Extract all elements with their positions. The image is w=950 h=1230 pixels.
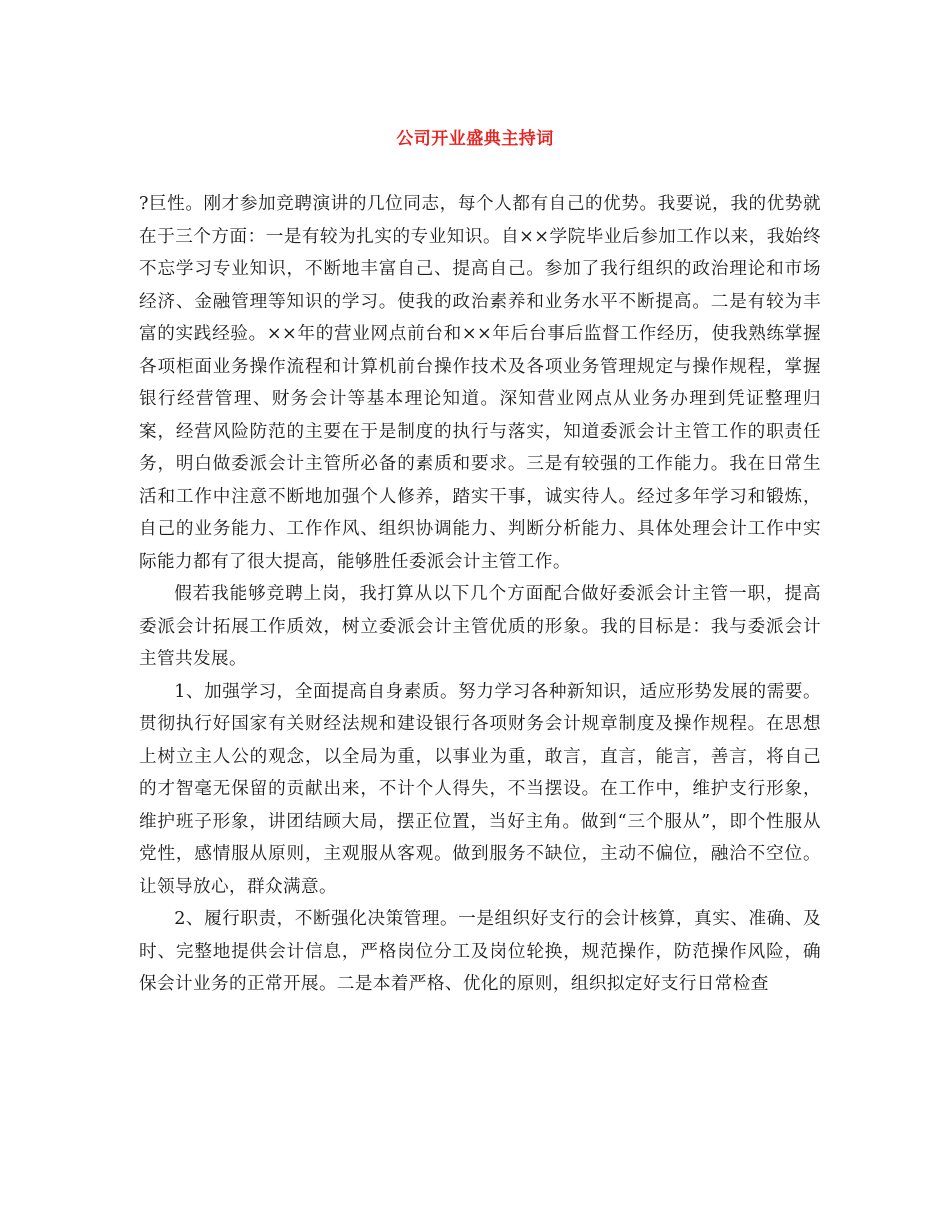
paragraph-1: ?巨性。刚才参加竞聘演讲的几位同志，每个人都有自己的优势。我要说，我的优势就在于三个方面：一是有较为扎实的专业知识。自××学院毕业后参加工作以来，我始终不忘学习专业知识，不断地丰富自己、提高自己。参加了我行组织的政治理论和市场经济、金融管理等知识的学习。使我的政治素养和业务水平不断提高。二是有较为丰富的实践经验。××年的营业网点前台和××年后台事后监督工作经历，使我熟练掌握各项柜面业务操作流程和计算机前台操作技术及各项业务管理规定与操作规程，掌握银行经营管理、财务会计等基本理论知道。深知营业网点从业务办理到凭证整理归案，经营风险防范的主要在于是制度的执行与落实，知道委派会计主管工作的职责任务，明白做委派会计主管所必备的素质和要求。三是有较强的工作能力。我在日常生活和工作中注意不断地加强个人修养，踏实干事，诚实待人。经过多年学习和锻炼，自己的业务能力、工作作风、组织协调能力、判断分析能力、具体处理会计工作中实际能力都有了很大提高，能够胜任委派会计主管工作。: [139, 194, 821, 572]
paragraph-2: 假若我能够竞聘上岗，我打算从以下几个方面配合做好委派会计主管一职，提高委派会计拓展工作质效，树立委派会计主管优质的形象。我的目标是：我与委派会计主管共发展。: [139, 584, 821, 669]
paragraph-3: 1、加强学习，全面提高自身素质。努力学习各种新知识，适应形势发展的需要。贯彻执行好国家有关财经法规和建设银行各项财务会计规章制度及操作规程。在思想上树立主人公的观念，以全局为重，以事业为重，敢言，直言，能言，善言，将自己的才智毫无保留的贡献出来，不计个人得失，不当摆设。在工作中，维护支行形象，维护班子形象，讲团结顾大局，摆正位置，当好主角。做到“三个服从”，即个性服从党性，感情服从原则，主观服从客观。做到服务不缺位，主动不偏位，融洽不空位。让领导放心，群众满意。: [139, 681, 821, 897]
document-title: 公司开业盛典主持词: [396, 129, 554, 149]
document-body: [139, 188, 821, 1001]
paragraph-4: 2、履行职责，不断强化决策管理。一是组织好支行的会计核算，真实、准确、及时、完整地提供会计信息，严格岗位分工及岗位轮换，规范操作，防范操作风险，确保会计业务的正常开展。二是本着严格、优化的原则，组织拟定好支行日常检查: [139, 909, 821, 994]
